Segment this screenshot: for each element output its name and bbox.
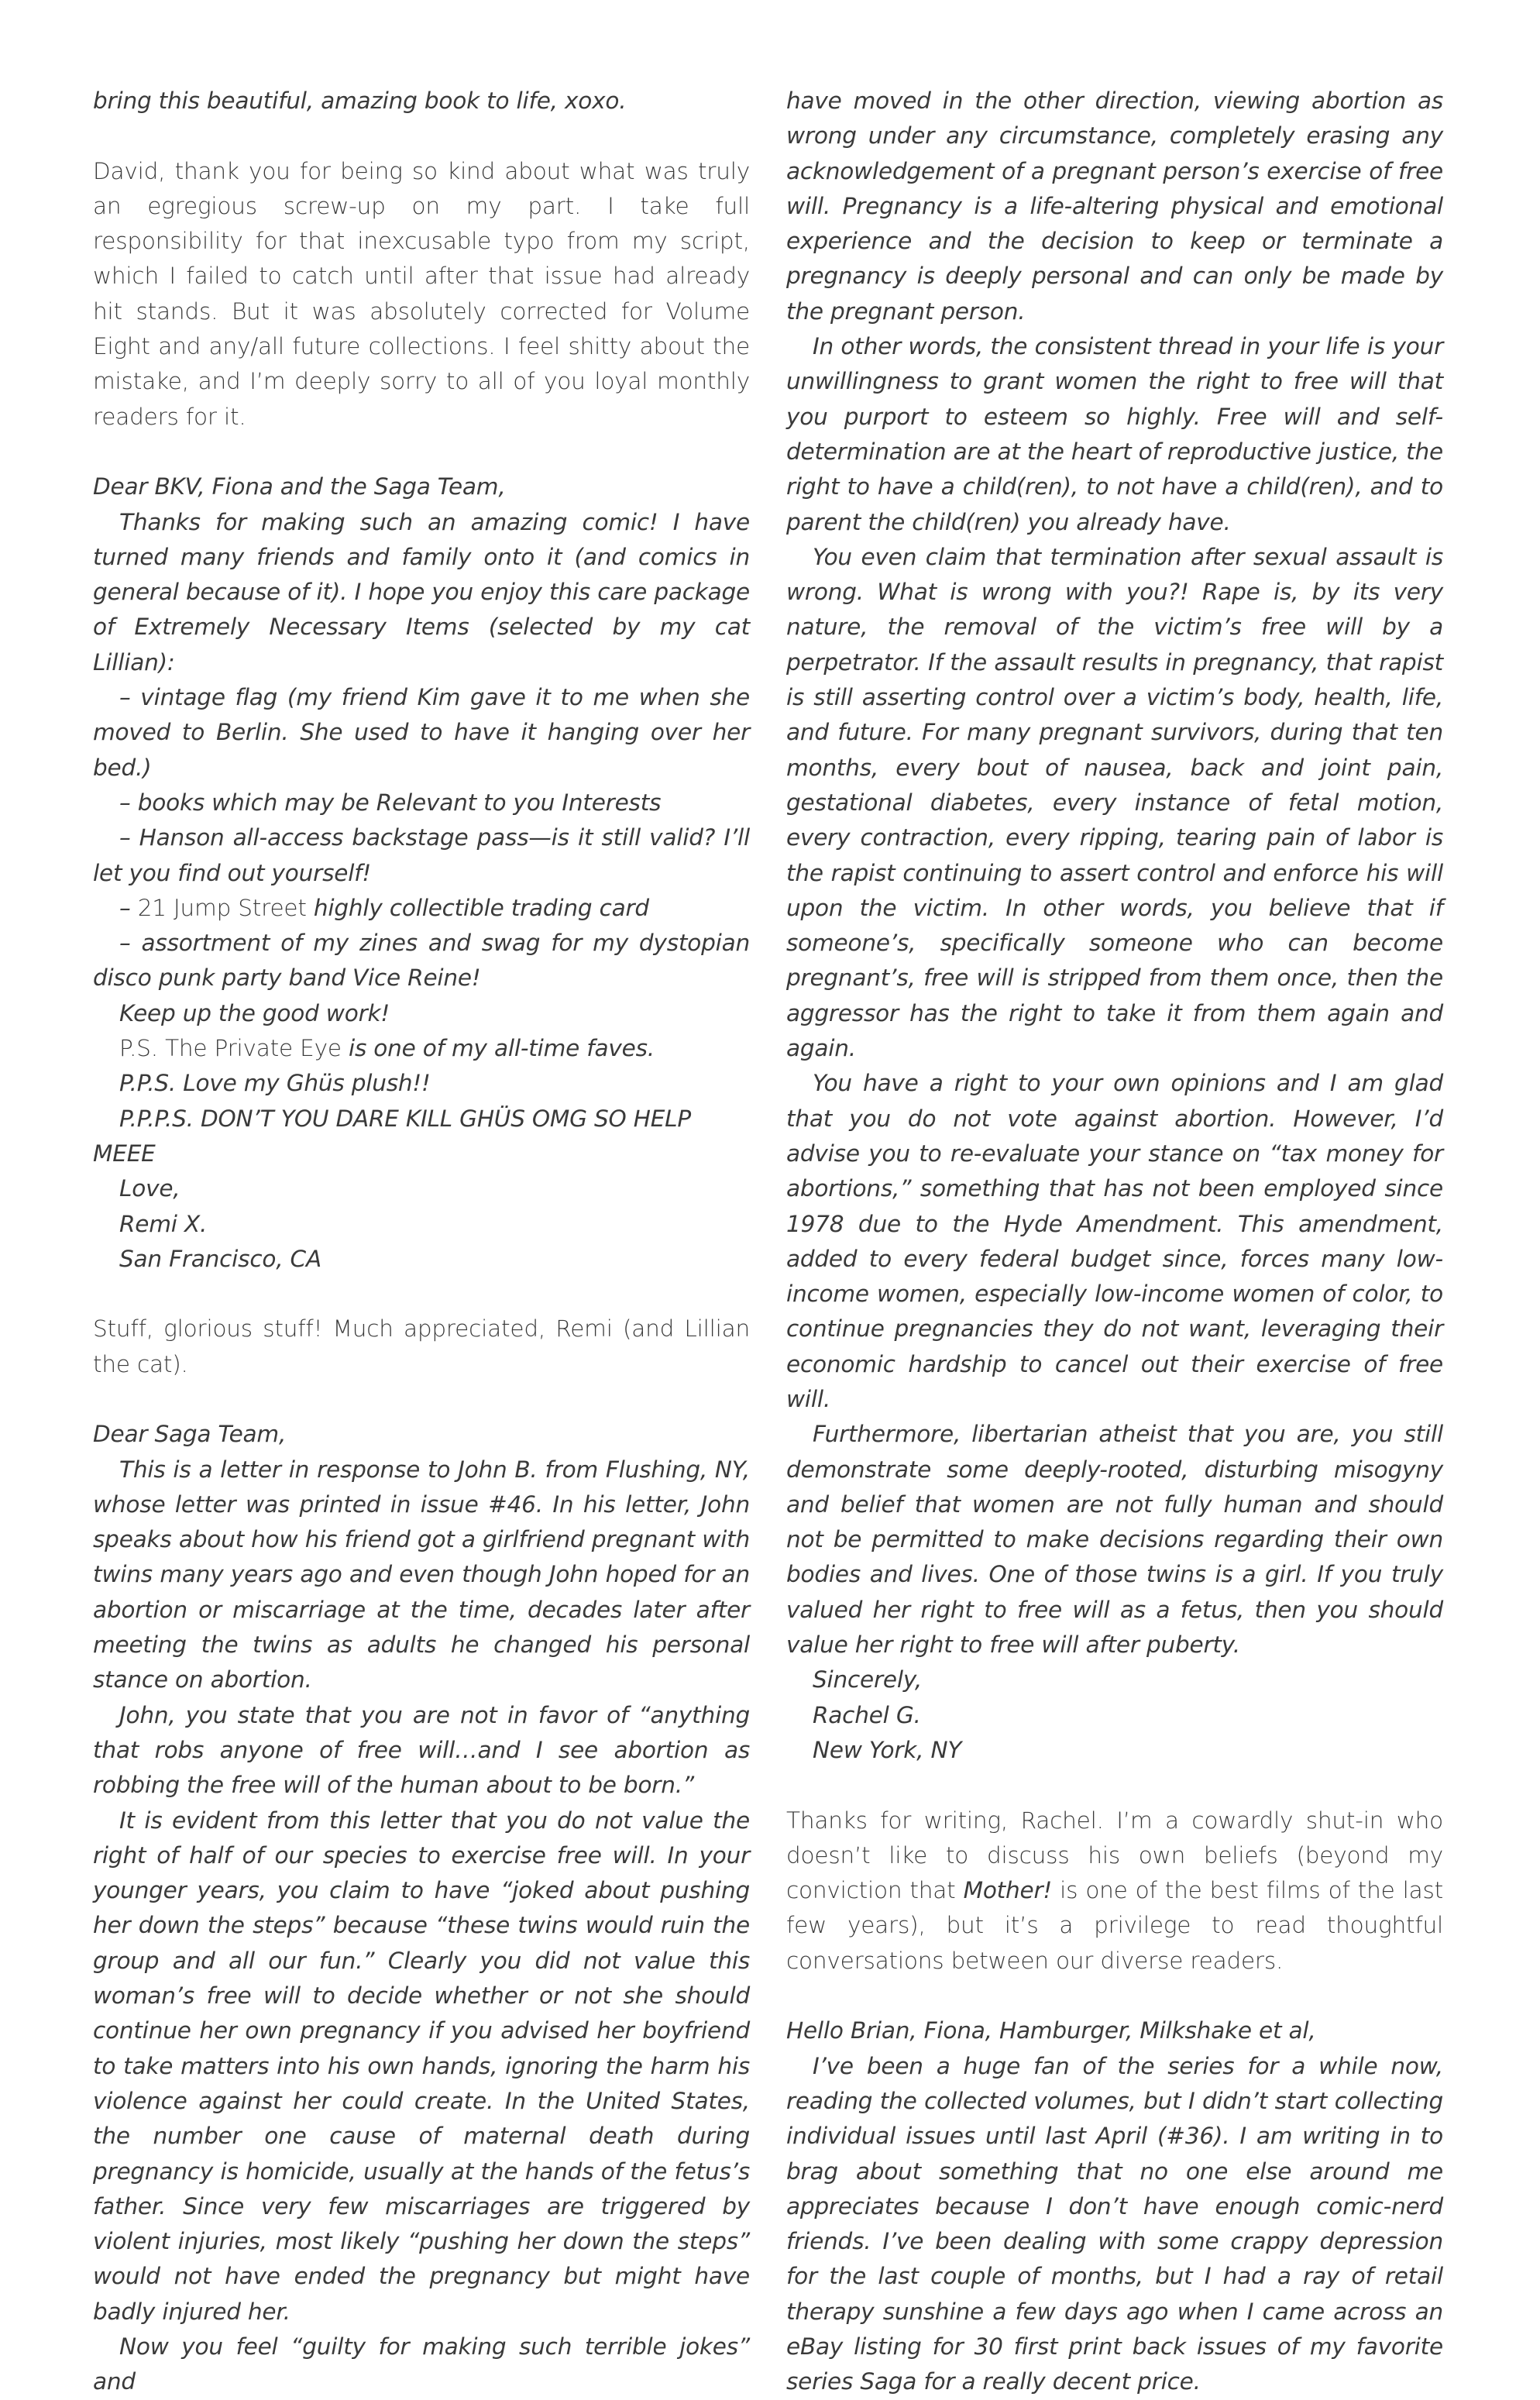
editor-reply xyxy=(786,1803,1443,1979)
list-item: – vintage flag (my friend Kim gave it to me when she moved to Berlin. She used to have it hanging over her bed.) xyxy=(93,684,750,781)
ps-prefix: P.S. xyxy=(119,1035,166,1062)
letter-ps xyxy=(93,1031,750,1066)
reply-text: is one of the best films of the last few years), but it’s a privilege to read thoughtful conversations between our diverse readers. xyxy=(786,1877,1444,1974)
letter-paragraph: You even claim that termination after sexual assault is wrong. What is wrong with you?! Rape is, by its very nature, the removal of the victim’s free will by a perpetrator. If the assault results in pregnancy, that rapist is still asserting control over a victim’s body, health, life, and future. For many pregnant survivors, during that ten months, every bout of nausea, back and joint pain, gestational diabetes, every instance of fetal motion, every contraction, every ripping, tearing pain of labor is the rapist continuing to assert control and enforce his will upon the victim. In other words, you believe that if someone’s, specifically someone who can become pregnant’s, free will is stripped from them once, then the aggressor has the right to take it from them again and again. xyxy=(786,543,1443,1062)
letter-remi xyxy=(93,469,750,1277)
letter-ppps: P.P.P.S. DON’T YOU DARE KILL GHÜS OMG SO HELP MEEE xyxy=(93,1105,691,1167)
letter-paragraph: Furthermore, libertarian atheist that you are, you still demonstrate some deeply-rooted, disturbing misogyny and belief that women are not fully human and should not be permitted to make decisions regarding their own bodies and lives. One of those twins is a girl. If you truly valued her right to free will as a fetus, then you should value her right to free will after puberty. xyxy=(786,1421,1443,1659)
letter-rachel xyxy=(93,1417,750,2399)
letter-paragraph: have moved in the other direction, viewing abortion as wrong under any circumstance, completely erasing any acknowledgement of a pregnant person’s exercise of free will. Pregnancy is a life-altering physical and emotional experience and the decision to keep or terminate a pregnancy is deeply personal and can only be made by the pregnant person. xyxy=(786,88,1443,325)
letter-paragraph: I’ve been a huge fan of the series for a while now, reading the collected volumes, but I didn’t start collecting individual issues until last April (#36). I am writing in to brag about something that no one else around me appreciates because I don’t have enough comic-nerd friends. I’ve been dealing with some crappy depression for the last couple of months, but I had a ray of retail therapy sunshine a few days ago when I came across an eBay listing for 30 first print back issues of my favorite series Saga for a really decent price. xyxy=(786,2052,1443,2395)
letter-closing: Love, xyxy=(119,1175,180,1202)
letter-location: New York, NY xyxy=(813,1736,962,1763)
letter-paragraph: It is evident from this letter that you do not value the right of half of our species to exercise free will. In your younger years, you claim to have “joked about pushing her down the steps” because “these twins would ruin the group and all our fun.” Clearly you did not value this woman’s free will to decide whether or not she should continue her own pregnancy if you advised her boyfriend to take matters into his own hands, ignoring the harm his violence against her could create. In the United States, the number one cause of maternal death during pregnancy is homicide, usually at the hands of the fetus’s father. Since very few miscarriages are triggered by violent injuries, most likely “pushing her down the steps” would not have ended the pregnancy but might have badly injured her. xyxy=(93,1807,750,2325)
list-item: – books which may be Relevant to you Interests xyxy=(119,789,662,816)
letter-line: Keep up the good work! xyxy=(119,999,390,1026)
continued-text: bring this beautiful, amazing book to life, xoxo. xyxy=(93,88,627,114)
letter-signature: Rachel G. xyxy=(813,1701,921,1728)
list-item-text: highly collectible trading card xyxy=(306,894,649,921)
list-item-title: 21 Jump Street xyxy=(137,894,307,921)
letter-salutation: Hello Brian, Fiona, Hamburger, Milkshake et al, xyxy=(786,2017,1316,2044)
editor-reply: David, thank you for being so kind about what was truly an egregious screw-up on my part. I take full responsibility for that inexcusable typo from my script, which I failed to catch until after that issue had already hit stands. But it was absolutely corrected for Volume Eight and any/all future collections. I feel shitty about the mistake, and I’m deeply sorry to all of you loyal monthly readers for it. xyxy=(93,157,750,430)
reply-text: Thanks for writing, Rachel. I’m a cowardly shut-in who doesn’t like to discuss his own beliefs (beyond my conviction that xyxy=(786,1807,1443,1904)
list-item: – Hanson all-access backstage pass—is it still valid? I’ll let you find out yourself! xyxy=(93,824,750,886)
letter-rachel-continued xyxy=(786,84,1443,1768)
right-column xyxy=(786,84,1443,2400)
letter-salutation: Dear Saga Team, xyxy=(93,1421,287,1448)
letter-paragraph: This is a letter in response to John B. from Flushing, NY, whose letter was printed in issue #46. In his letter, John speaks about how his friend got a girlfriend pregnant with twins many years ago and even though John hoped for an abortion or miscarriage at the time, decades later after meeting the twins as adults he changed his personal stance on abortion. xyxy=(93,1456,750,1693)
editor-reply: Stuff, glorious stuff! Much appreciated, Remi (and Lillian the cat). xyxy=(93,1315,750,1377)
film-title: Mother! xyxy=(963,1877,1053,1904)
letter-brian-fiona xyxy=(786,2013,1443,2399)
letter-location: San Francisco, CA xyxy=(119,1245,321,1272)
letter-paragraph: John, you state that you are not in favor of “anything that robs anyone of free will…and I see abortion as robbing the free will of the human about to be born.” xyxy=(93,1701,750,1799)
ps-text: is one of my all-time faves. xyxy=(341,1035,655,1062)
ps-title: The Private Eye xyxy=(165,1035,342,1062)
letter-paragraph: Now you feel “guilty for making such terrible jokes” and xyxy=(93,2333,750,2395)
list-item xyxy=(93,891,750,926)
letter-signature: Remi X. xyxy=(119,1210,208,1237)
letter-paragraph: In other words, the consistent thread in your life is your unwillingness to grant women the right to free will that you purport to esteem so highly. Free will and self-determination are at the heart of reproductive justice, the right to have a child(ren), to not have a child(ren), and to parent the child(ren) you already have. xyxy=(786,333,1443,535)
letter-paragraph: You have a right to your own opinions and I am glad that you do not vote against abortion. However, I’d advise you to re-evaluate your stance on “tax money for abortions,” something that has not been employed since 1978 due to the Hyde Amendment. This amendment, added to every federal budget since, forces many low-income women, especially low-income women of color, to continue pregnancies they do not want, leveraging their economic hardship to cancel out their exercise of free will. xyxy=(786,1070,1443,1412)
left-column xyxy=(93,84,750,2400)
list-item: – assortment of my zines and swag for my dystopian disco punk party band Vice Reine! xyxy=(93,930,750,992)
list-item-prefix: – xyxy=(119,894,138,921)
letter-pps: P.P.S. Love my Ghüs plush!! xyxy=(119,1070,431,1097)
letter-closing: Sincerely, xyxy=(813,1666,923,1693)
letter-paragraph: Thanks for making such an amazing comic! I have turned many friends and family onto it (and comics in general because of it). I hope you enjoy this care package of Extremely Necessary Items (selected by my cat Lillian): xyxy=(93,508,750,676)
letter-salutation: Dear BKV, Fiona and the Saga Team, xyxy=(93,473,506,500)
